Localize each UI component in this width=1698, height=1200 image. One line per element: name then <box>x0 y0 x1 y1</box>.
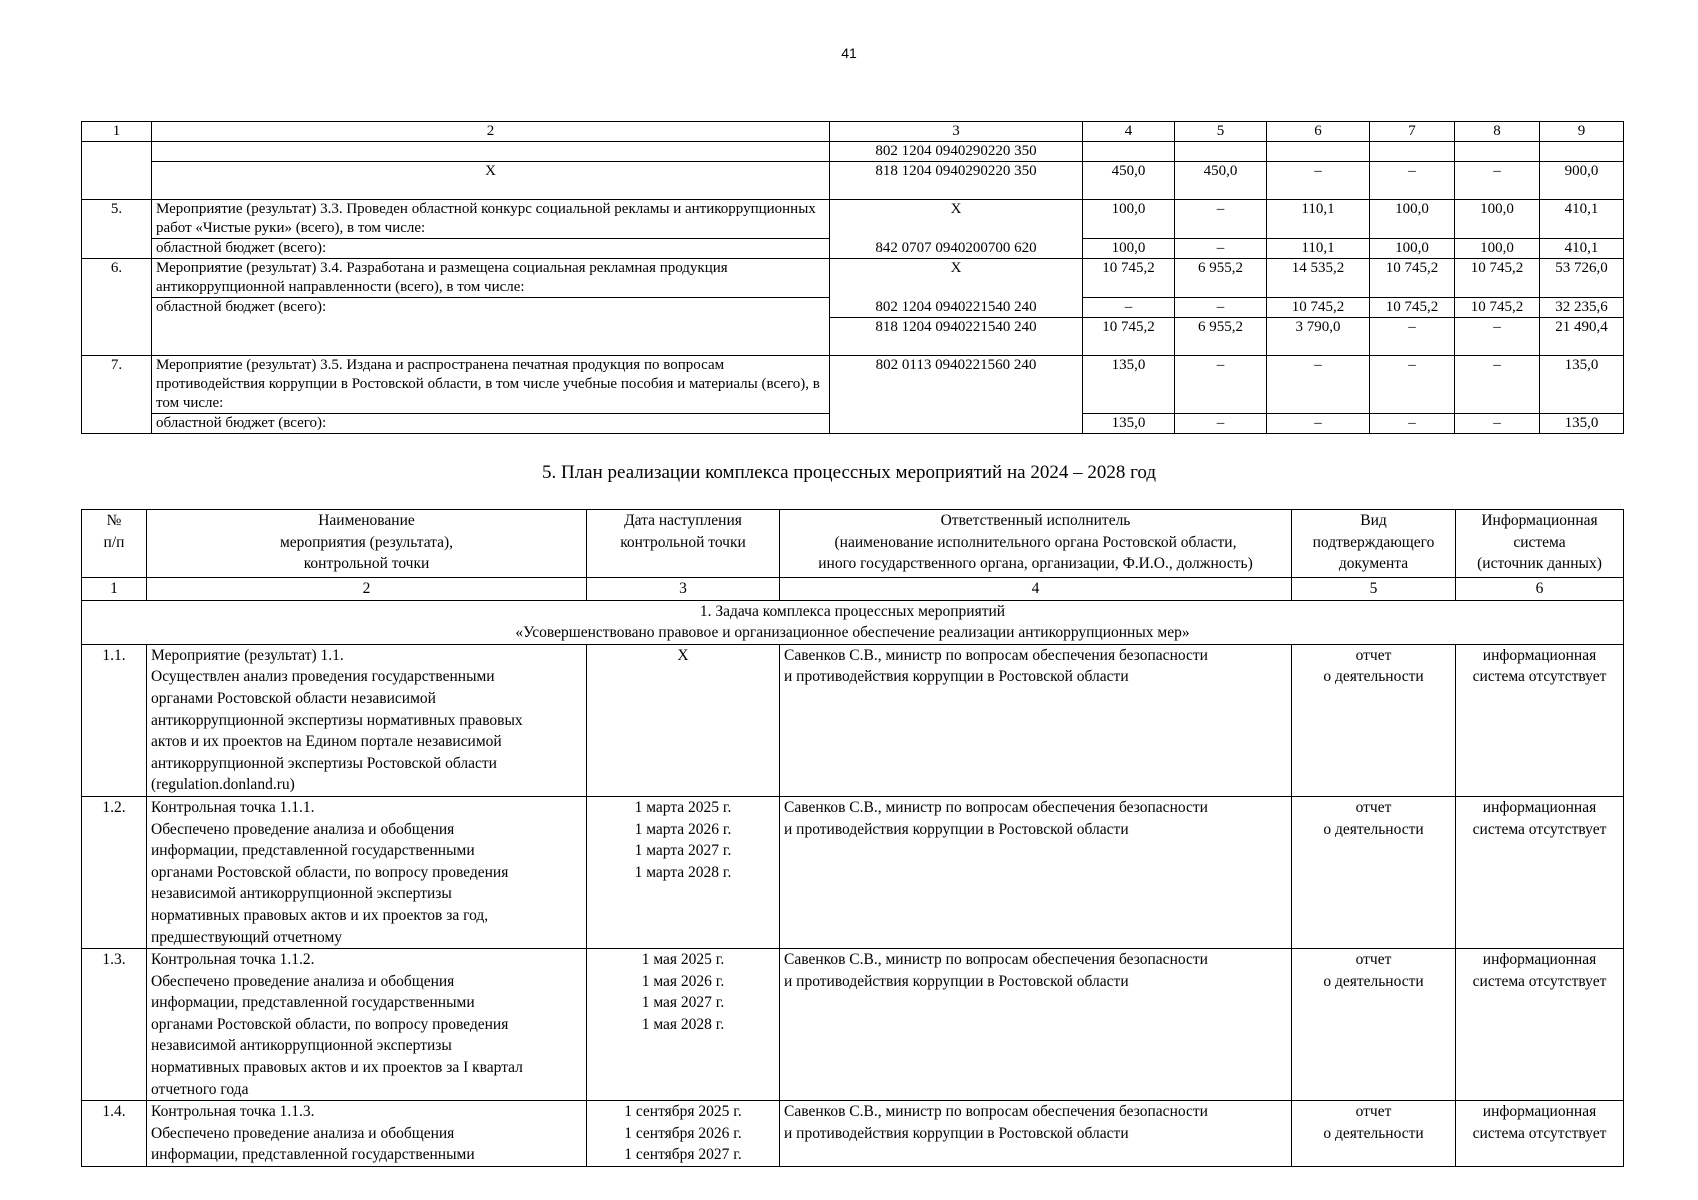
row-name: областной бюджет (всего): <box>152 239 830 259</box>
value-cell: – <box>1455 414 1540 434</box>
value-cell: 10 745,2 <box>1267 298 1370 318</box>
document-type: отчет о деятельности <box>1292 949 1456 1101</box>
table-row <box>82 644 1624 796</box>
value-cell: 900,0 <box>1540 162 1624 200</box>
row-name: X <box>152 162 830 200</box>
table-row <box>82 949 1624 1101</box>
value-cell: – <box>1455 162 1540 200</box>
value-cell: 10 745,2 <box>1083 318 1175 356</box>
table-row <box>82 796 1624 948</box>
value-cell: 410,1 <box>1540 239 1624 259</box>
header-name: Наименование мероприятия (результата), контрольной точки <box>147 510 587 578</box>
col-number: 5 <box>1175 122 1267 142</box>
value-cell: – <box>1370 356 1455 414</box>
row-name: Контрольная точка 1.1.2. Обеспечено проведение анализа и обобщения информации, представленной государственными органами Ростовской области, по вопросу проведения независимой антикоррупционной экспертизы нормативных правовых актов и их проектов за I квартал отчетного года <box>147 949 587 1101</box>
value-cell: 100,0 <box>1370 239 1455 259</box>
col-number: 1 <box>82 122 152 142</box>
value-cell: 100,0 <box>1083 200 1175 239</box>
row-name: областной бюджет (всего): <box>152 298 830 356</box>
budget-code: X <box>830 259 1083 298</box>
value-cell: 53 726,0 <box>1540 259 1624 298</box>
value-cell: 21 490,4 <box>1540 318 1624 356</box>
budget-code: 842 0707 0940200700 620 <box>830 239 1083 259</box>
information-system: информационная система отсутствует <box>1456 644 1624 796</box>
value-cell: – <box>1370 162 1455 200</box>
document-type: отчет о деятельности <box>1292 1101 1456 1167</box>
document-type: отчет о деятельности <box>1292 796 1456 948</box>
value-cell: 110,1 <box>1267 200 1370 239</box>
table-row <box>82 162 1624 200</box>
value-cell: 10 745,2 <box>1370 298 1455 318</box>
table-row <box>82 259 1624 298</box>
value-cell: 6 955,2 <box>1175 318 1267 356</box>
control-dates: 1 сентября 2025 г. 1 сентября 2026 г. 1 сентября 2027 г. <box>587 1101 780 1167</box>
col-number: 6 <box>1456 578 1624 601</box>
value-cell: 10 745,2 <box>1455 259 1540 298</box>
header-row <box>82 510 1624 578</box>
value-cell: 3 790,0 <box>1267 318 1370 356</box>
value-cell: 100,0 <box>1370 200 1455 239</box>
task-title: 1. Задача комплекса процессных мероприятий «Усовершенствовано правовое и организационное обеспечение реализации антикоррупционных мер» <box>82 600 1624 644</box>
value-cell: 6 955,2 <box>1175 259 1267 298</box>
col-number: 8 <box>1455 122 1540 142</box>
responsible-executor: Савенков С.В., министр по вопросам обеспечения безопасности и противодействия коррупции в Ростовской области <box>780 796 1292 948</box>
value-cell: 14 535,2 <box>1267 259 1370 298</box>
budget-code: 802 0113 0940221560 240 <box>830 356 1083 434</box>
row-number: 1.3. <box>82 949 147 1101</box>
column-number-row <box>82 122 1624 142</box>
value-cell: – <box>1370 318 1455 356</box>
row-name: Мероприятие (результат) 1.1. Осуществлен анализ проведения государственными органами Ростовской области независимой антикоррупционной экспертизы нормативных правовых актов и их проектов на Едином портале независимой антикоррупционной экспертизы Ростовской области (regulation.donland.ru) <box>147 644 587 796</box>
table-row <box>82 142 1624 162</box>
task-row <box>82 600 1624 644</box>
plan-rows <box>82 644 1624 1166</box>
budget-code: 802 1204 0940221540 240 <box>830 298 1083 318</box>
header-date: Дата наступления контрольной точки <box>587 510 780 578</box>
row-number: 5. <box>82 200 152 259</box>
value-cell: – <box>1267 162 1370 200</box>
value-cell: 135,0 <box>1540 414 1624 434</box>
information-system: информационная система отсутствует <box>1456 949 1624 1101</box>
row-number: 7. <box>82 356 152 434</box>
value-cell: 135,0 <box>1540 356 1624 414</box>
value-cell: 100,0 <box>1455 239 1540 259</box>
table-row <box>82 239 1624 259</box>
value-cell: 10 745,2 <box>1083 259 1175 298</box>
value-cell: – <box>1455 356 1540 414</box>
row-name: областной бюджет (всего): <box>152 414 830 434</box>
header-number: № п/п <box>82 510 147 578</box>
value-cell: – <box>1267 414 1370 434</box>
col-number: 1 <box>82 578 147 601</box>
budget-code: X <box>830 200 1083 239</box>
plan-table <box>81 509 1624 1167</box>
value-cell: – <box>1455 318 1540 356</box>
col-number: 6 <box>1267 122 1370 142</box>
table-row <box>82 200 1624 239</box>
col-number: 7 <box>1370 122 1455 142</box>
col-number: 4 <box>1083 122 1175 142</box>
row-name: Контрольная точка 1.1.3. Обеспечено проведение анализа и обобщения информации, представленной государственными <box>147 1101 587 1167</box>
value-cell: 135,0 <box>1083 414 1175 434</box>
section-title: 5. План реализации комплекса процессных мероприятий на 2024 – 2028 год <box>541 462 1157 483</box>
information-system: информационная система отсутствует <box>1456 796 1624 948</box>
row-name: Мероприятие (результат) 3.5. Издана и распространена печатная продукция по вопросам противодействия коррупции в Ростовской области, в том числе учебные пособия и материалы (всего), в том числе: <box>152 356 830 414</box>
table-row <box>82 356 1624 414</box>
value-cell: – <box>1083 298 1175 318</box>
information-system: информационная система отсутствует <box>1456 1101 1624 1167</box>
col-number: 3 <box>587 578 780 601</box>
budget-code: 802 1204 0940290220 350 <box>830 142 1083 162</box>
row-number: 6. <box>82 259 152 356</box>
row-name: Контрольная точка 1.1.1. Обеспечено проведение анализа и обобщения информации, представленной государственными органами Ростовской области, по вопросу проведения независимой антикоррупционной экспертизы нормативных правовых актов и их проектов за год, предшествующий отчетному <box>147 796 587 948</box>
funding-table <box>81 121 1624 434</box>
col-number: 3 <box>830 122 1083 142</box>
table-row <box>82 298 1624 318</box>
value-cell: 135,0 <box>1083 356 1175 414</box>
value-cell: 100,0 <box>1455 200 1540 239</box>
col-number: 2 <box>147 578 587 601</box>
value-cell: – <box>1267 356 1370 414</box>
control-dates: 1 марта 2025 г. 1 марта 2026 г. 1 марта 2027 г. 1 марта 2028 г. <box>587 796 780 948</box>
row-number: 1.2. <box>82 796 147 948</box>
col-number: 9 <box>1540 122 1624 142</box>
control-dates: 1 мая 2025 г. 1 мая 2026 г. 1 мая 2027 г. 1 мая 2028 г. <box>587 949 780 1101</box>
value-cell: 10 745,2 <box>1370 259 1455 298</box>
row-name: Мероприятие (результат) 3.4. Разработана и размещена социальная рекламная продукция антикоррупционной направленности (всего), в том числе: <box>152 259 830 298</box>
responsible-executor: Савенков С.В., министр по вопросам обеспечения безопасности и противодействия коррупции в Ростовской области <box>780 1101 1292 1167</box>
page-number: 41 <box>841 45 857 61</box>
responsible-executor: Савенков С.В., министр по вопросам обеспечения безопасности и противодействия коррупции в Ростовской области <box>780 949 1292 1101</box>
control-dates: X <box>587 644 780 796</box>
budget-code: 818 1204 0940290220 350 <box>830 162 1083 200</box>
col-number: 4 <box>780 578 1292 601</box>
value-cell: 450,0 <box>1175 162 1267 200</box>
value-cell: – <box>1175 414 1267 434</box>
budget-code: 818 1204 0940221540 240 <box>830 318 1083 356</box>
value-cell: – <box>1370 414 1455 434</box>
col-number: 2 <box>152 122 830 142</box>
value-cell: 410,1 <box>1540 200 1624 239</box>
header-responsible: Ответственный исполнитель (наименование исполнительного органа Ростовской области, иного государственного органа, организации, Ф.И.О., должность) <box>780 510 1292 578</box>
row-name: Мероприятие (результат) 3.3. Проведен областной конкурс социальной рекламы и антикоррупционных работ «Чистые руки» (всего), в том числе: <box>152 200 830 239</box>
row-number: 1.4. <box>82 1101 147 1167</box>
value-cell: – <box>1175 356 1267 414</box>
row-number: 1.1. <box>82 644 147 796</box>
column-number-row <box>82 578 1624 601</box>
document-type: отчет о деятельности <box>1292 644 1456 796</box>
responsible-executor: Савенков С.В., министр по вопросам обеспечения безопасности и противодействия коррупции в Ростовской области <box>780 644 1292 796</box>
value-cell: 10 745,2 <box>1455 298 1540 318</box>
value-cell: – <box>1175 239 1267 259</box>
value-cell: – <box>1175 298 1267 318</box>
value-cell: 32 235,6 <box>1540 298 1624 318</box>
table-row <box>82 1101 1624 1167</box>
value-cell: 100,0 <box>1083 239 1175 259</box>
value-cell: 450,0 <box>1083 162 1175 200</box>
header-system: Информационная система (источник данных) <box>1456 510 1624 578</box>
header-document: Вид подтверждающего документа <box>1292 510 1456 578</box>
col-number: 5 <box>1292 578 1456 601</box>
value-cell: – <box>1175 200 1267 239</box>
value-cell: 110,1 <box>1267 239 1370 259</box>
